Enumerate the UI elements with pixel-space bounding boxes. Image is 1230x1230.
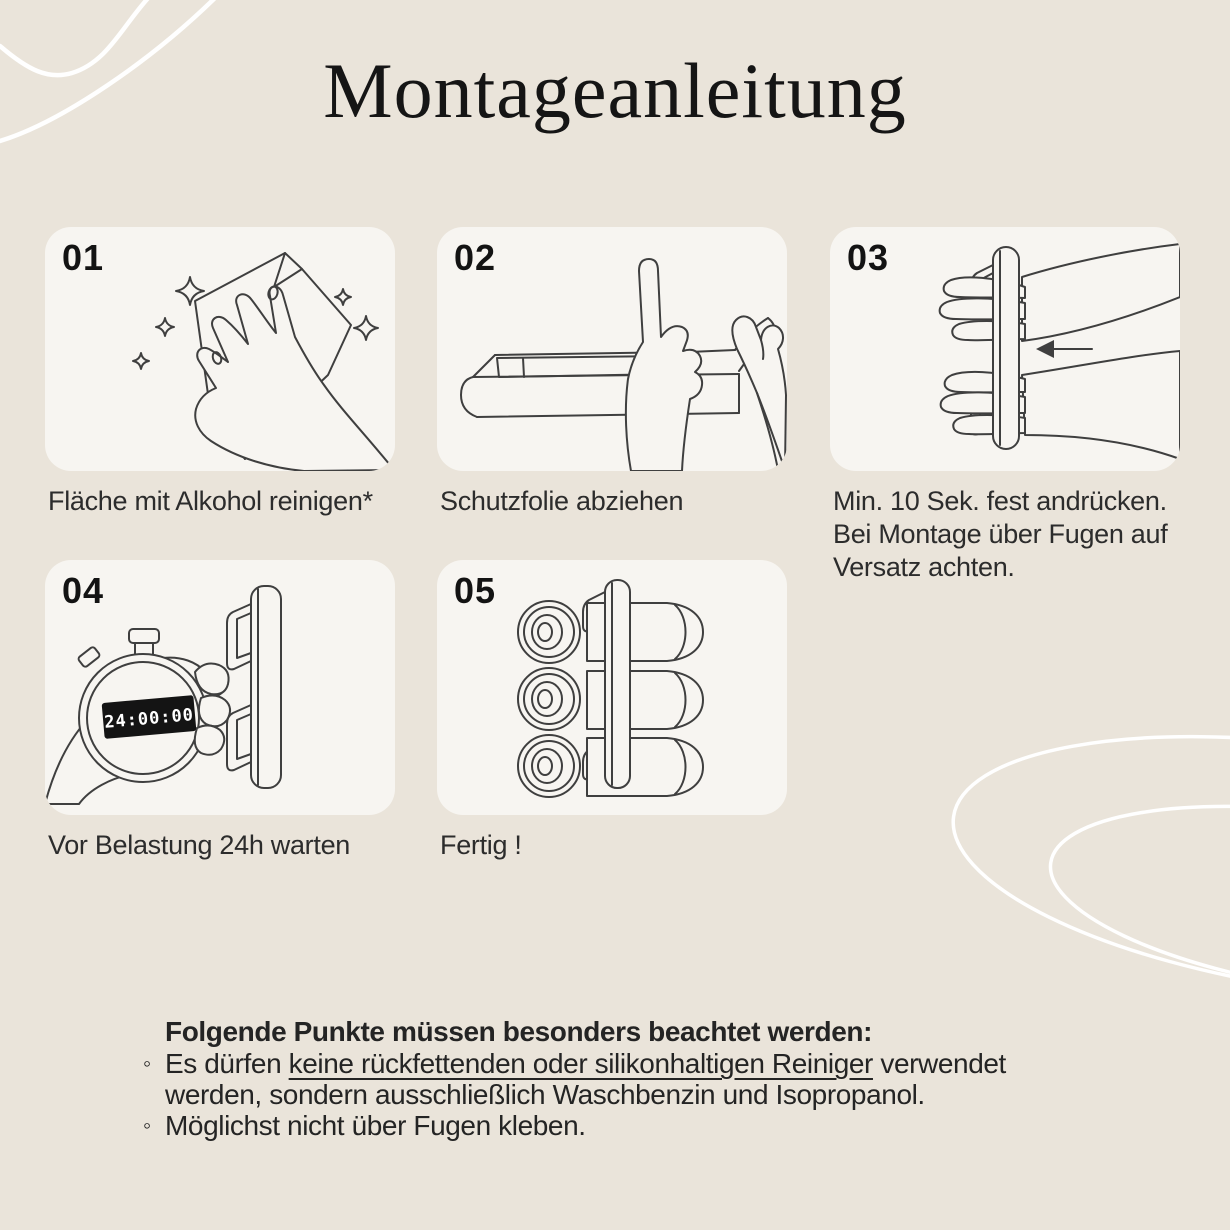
- stopwatch-display: 24:00:00: [103, 705, 195, 733]
- step-02: [437, 227, 809, 518]
- rolled-towels: [518, 601, 580, 797]
- step-02-caption: Schutzfolie abziehen: [440, 486, 684, 516]
- step-03: [830, 227, 1202, 584]
- step-02-number: 02: [454, 237, 497, 278]
- note-item-2: [140, 1110, 1090, 1141]
- hand: [195, 286, 394, 471]
- arrow-left-icon: [1036, 340, 1092, 358]
- vertical-rail: [605, 580, 630, 788]
- step-01-caption: Fläche mit Alkohol reinigen*: [48, 486, 373, 516]
- step-05-number: 05: [454, 570, 497, 611]
- left-hand-index-finger: [626, 259, 702, 471]
- step-05-caption: Fertig !: [440, 830, 522, 860]
- bullet-icon: ◦: [143, 1112, 151, 1138]
- vertical-rail: [993, 247, 1019, 449]
- step-04-card: [45, 560, 395, 815]
- page-title: Montageanleitung: [323, 47, 907, 134]
- step-01-number: 01: [62, 237, 105, 278]
- step-01: [45, 227, 417, 518]
- bottom-right-ellipse-outer: [937, 696, 1230, 1041]
- gripping-fingers: [195, 664, 230, 755]
- step-04-caption: Vor Belastung 24h warten: [48, 830, 351, 860]
- step-01-card: [45, 227, 395, 471]
- upper-hand: [940, 244, 1180, 341]
- step-05-card: [437, 560, 787, 815]
- note-1-pre: Es dürfen: [165, 1048, 289, 1079]
- step-02-card: [437, 227, 787, 471]
- lower-hand: [941, 351, 1180, 459]
- step-03-caption: Min. 10 Sek. fest andrücken. Bei Montage über Fugen auf Versatz achten.: [833, 486, 1168, 582]
- right-hand-pinching: [732, 316, 786, 470]
- bottom-right-ellipse-inner: [1038, 776, 1230, 1029]
- note-2-text: Möglichst nicht über Fugen kleben.: [165, 1110, 586, 1141]
- step-05: [437, 560, 809, 862]
- note-item-1: [140, 1048, 1090, 1110]
- step-04-number: 04: [62, 570, 105, 611]
- bullet-icon: ◦: [143, 1050, 151, 1076]
- note-1-post: verwendet werden, sondern ausschließlich Waschbenzin und Isopropanol.: [165, 1048, 1006, 1110]
- step-03-card: [830, 227, 1180, 471]
- notes-heading: Folgende Punkte müssen besonders beachtet werden:: [165, 1016, 873, 1047]
- rail-side-view: [227, 586, 281, 788]
- step-03-number: 03: [847, 237, 890, 278]
- note-1-underlined: keine rückfettenden oder silikonhaltigen Reiniger: [288, 1048, 873, 1079]
- notes-section: [140, 1016, 1090, 1141]
- step-04: [45, 560, 417, 862]
